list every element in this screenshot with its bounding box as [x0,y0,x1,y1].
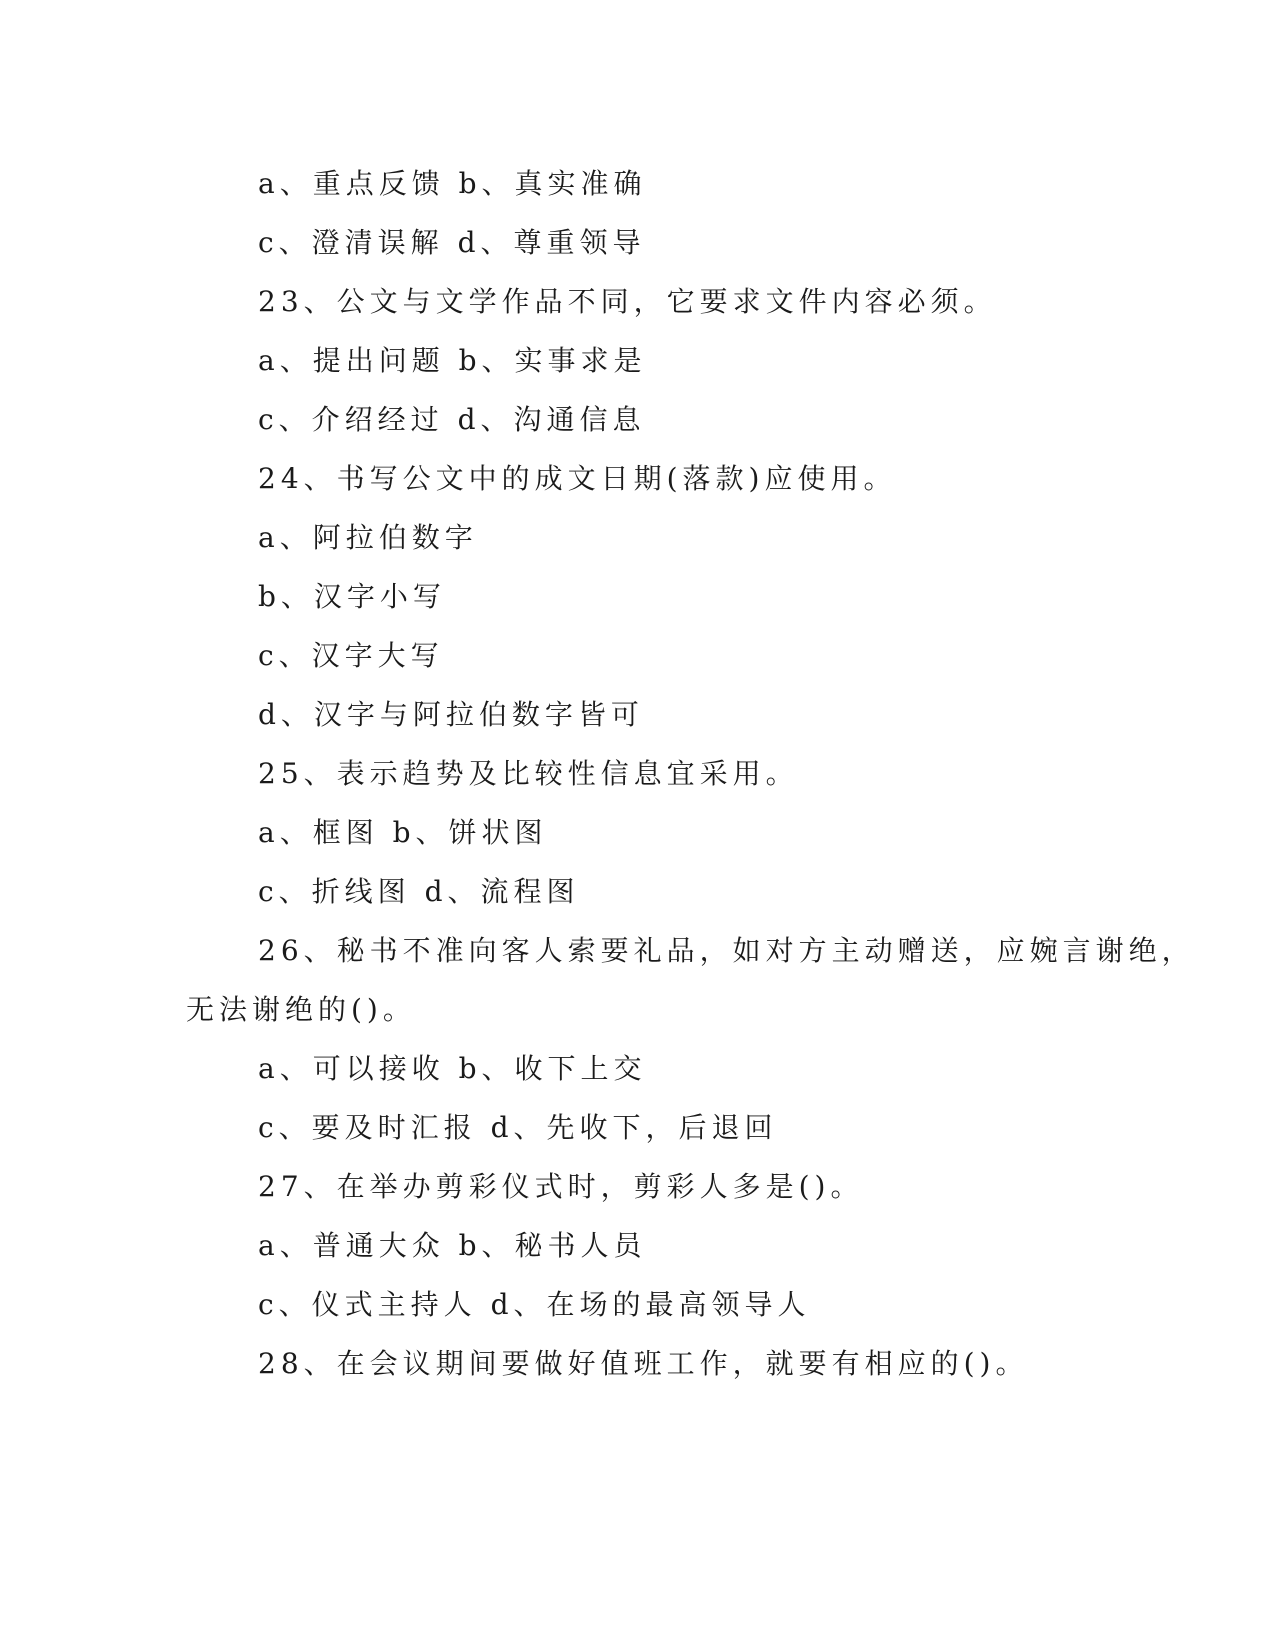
question-26-continued: 无法谢绝的()。 [186,993,416,1026]
option-line: c、汉字大写 [258,639,444,672]
option-line: a、提出问题 b、实事求是 [258,344,647,377]
question-27: 27、在举办剪彩仪式时，剪彩人多是()。 [258,1170,864,1203]
question-24: 24、书写公文中的成文日期(落款)应使用。 [258,462,897,495]
option-line: d、汉字与阿拉伯数字皆可 [258,698,644,731]
question-28: 28、在会议期间要做好值班工作，就要有相应的()。 [258,1347,1029,1380]
option-line: c、介绍经过 d、沟通信息 [258,403,646,436]
option-line: a、重点反馈 b、真实准确 [258,167,647,200]
question-23: 23、公文与文学作品不同，它要求文件内容必须。 [258,285,997,318]
option-line: c、仪式主持人 d、在场的最高领导人 [258,1288,811,1321]
option-line: c、澄清误解 d、尊重领导 [258,226,646,259]
option-line: a、普通大众 b、秘书人员 [258,1229,647,1262]
option-line: b、汉字小写 [258,580,446,613]
question-25: 25、表示趋势及比较性信息宜采用。 [258,757,799,790]
option-line: a、阿拉伯数字 [258,521,478,554]
option-line: c、要及时汇报 d、先收下，后退回 [258,1111,778,1144]
question-26: 26、秘书不准向客人索要礼品，如对方主动赠送，应婉言谢绝， [258,934,1195,967]
option-line: c、折线图 d、流程图 [258,875,580,908]
option-line: a、框图 b、饼状图 [258,816,548,849]
option-line: a、可以接收 b、收下上交 [258,1052,647,1085]
